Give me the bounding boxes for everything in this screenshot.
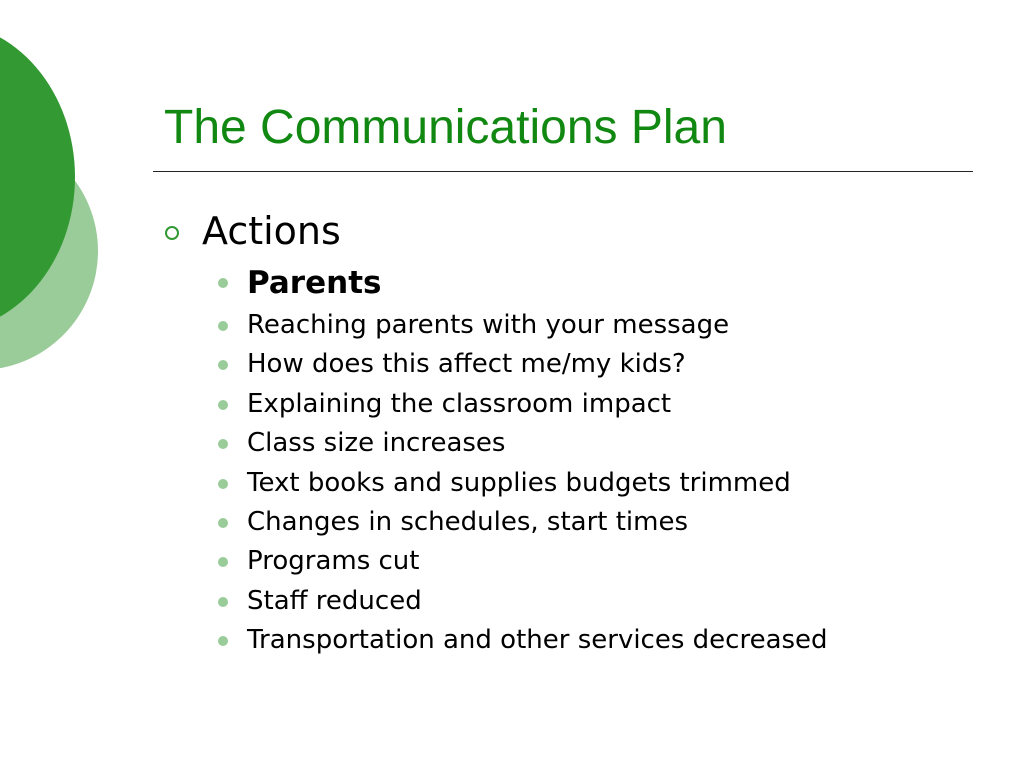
list-item-text: Explaining the classroom impact xyxy=(247,388,672,419)
list-item-text: Reaching parents with your message xyxy=(247,310,730,340)
list-item-text: How does this affect me/my kids? xyxy=(247,349,686,380)
list-item-text: Class size increases xyxy=(247,428,506,459)
slide-title: The Communications Plan xyxy=(164,101,727,154)
green-dot-bullet-icon xyxy=(218,479,228,489)
green-dot-bullet-icon xyxy=(218,400,228,410)
list-item-text: Changes in schedules, start times xyxy=(247,506,689,537)
green-dot-bullet-icon xyxy=(218,518,228,528)
list-item-text: Text books and supplies budgets trimmed xyxy=(247,467,791,498)
green-dot-bullet-icon xyxy=(218,597,228,607)
title-divider xyxy=(153,171,973,172)
green-dot-bullet-icon xyxy=(218,321,228,331)
green-dot-bullet-icon xyxy=(218,557,228,567)
hollow-circle-bullet-icon xyxy=(165,226,179,240)
green-dot-bullet-icon xyxy=(218,360,228,370)
bullet-actions-label: Actions xyxy=(202,209,341,253)
list-item-text: Transportation and other services decreased xyxy=(247,625,828,656)
green-dot-bullet-icon xyxy=(218,278,228,288)
list-item-text: Parents xyxy=(247,265,382,301)
list-item-text: Programs cut xyxy=(247,546,420,577)
green-dot-bullet-icon xyxy=(218,439,228,449)
list-item-text: Staff reduced xyxy=(247,585,422,616)
green-dot-bullet-icon xyxy=(218,636,228,646)
